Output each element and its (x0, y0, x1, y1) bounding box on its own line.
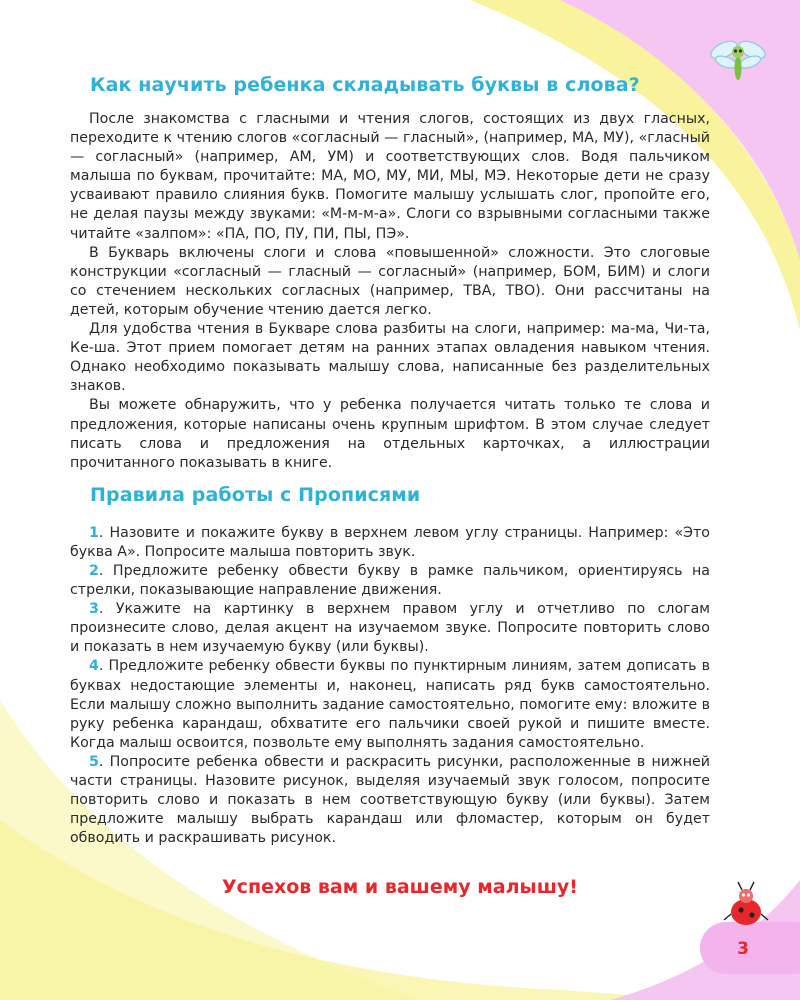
item-number: 5 (89, 753, 99, 770)
item-number: 4 (89, 658, 99, 675)
item-number: 3 (89, 601, 99, 618)
item-text: . Предложите ребенку обвести буквы по пунктирным линиям, затем дописать в буквах недостающие элементы и, наконец, написать ряд букв самостоятельно. Если малышу сложно выполнить задание самостоятельно, помогите ему: вложите в руку ребенка карандаш, обхватите его пальчики своей рукой и пишите вместе. Когда малыш освоится, позвольте ему выполнять задания самостоятельно. (70, 658, 710, 751)
closing-message: Успехов вам и вашему малышу! (222, 876, 578, 898)
item-number: 1 (89, 524, 99, 541)
list-item (70, 600, 710, 657)
list-item (70, 562, 710, 600)
list-item (70, 657, 710, 752)
list-item (70, 753, 710, 848)
item-text: . Укажите на картинку в верхнем правом углу и отчетливо по слогам произнесите слово, делая акцент на изучаемом звуке. Попросите повторить слово и показать в нем изучаемую букву (или буквы). (70, 601, 710, 656)
paragraph: В Букварь включены слоги и слова «повышенной» сложности. Это слоговые конструкции «согласный — гласный — согласный» (например, БОМ, БИМ) и слоги со стечением нескольких согласных (например, ТВА, ТВО). Они рассчитаны на детей, которым обучение чтению дается легко. (70, 244, 710, 318)
main-content (70, 74, 710, 848)
paragraph: После знакомства с гласными и чтения слогов, состоящих из двух гласных, переходите к чтению слогов «согласный — гласный», (например, МА, МУ), «гласный — согласный» (например, АМ, УМ) и соответствующих слов. Водя пальчиком малыша по буквам, прочитайте: МА, МО, МУ, МИ, МЫ, МЭ. Некоторые дети не сразу усваивают правило слияния букв. Помогите малышу услышать слог, пропойте его, не делая паузы между звуками: «М-м-м-а». Слоги со взрывными согласными также читайте «залпом»: «ПА, ПО, ПУ, ПИ, ПЫ, ПЭ». (70, 111, 710, 242)
paragraph: Для удобства чтения в Букваре слова разбиты на слоги, например: ма-ма, Чи-та, Ке-ша. Этот прием помогает детям на ранних этапах овладения навыком чтения. Однако необходимо показывать малышу слова, написанные без разделительных знаков. (70, 321, 710, 395)
section-heading: Как научить ребенка складывать буквы в слова? (90, 74, 640, 96)
list-item (70, 524, 710, 562)
page-number: 3 (737, 939, 749, 959)
item-text: . Назовите и покажите букву в верхнем левом углу страницы. Например: «Это буква А». Попросите малыша повторить звук. (70, 524, 710, 560)
item-text: . Попросите ребенка обвести и раскрасить рисунки, расположенные в нижней части страницы. Назовите рисунок, выделяя изучаемый звук голосом, попросите повторить слово и показать в нем соответствующую букву (или буквы). Затем предложите малышу выбрать карандаш или фломастер, которым он будет обводить и раскрашивать рисунок. (70, 753, 710, 847)
item-text: . Предложите ребенку обвести букву в рамке пальчиком, ориентируясь на стрелки, показывающие направление движения. (70, 562, 710, 599)
rules-list (70, 524, 710, 849)
section-body (70, 110, 710, 473)
item-number: 2 (89, 562, 99, 579)
section-heading: Правила работы с Прописями (90, 483, 421, 506)
paragraph: Вы можете обнаружить, что у ребенка получается читать только те слова и предложения, которые написаны очень крупным шрифтом. В этом случае следует писать слова и предложения на отдельных карточках, а иллюстрации прочитанного показывать в книге. (70, 397, 710, 471)
